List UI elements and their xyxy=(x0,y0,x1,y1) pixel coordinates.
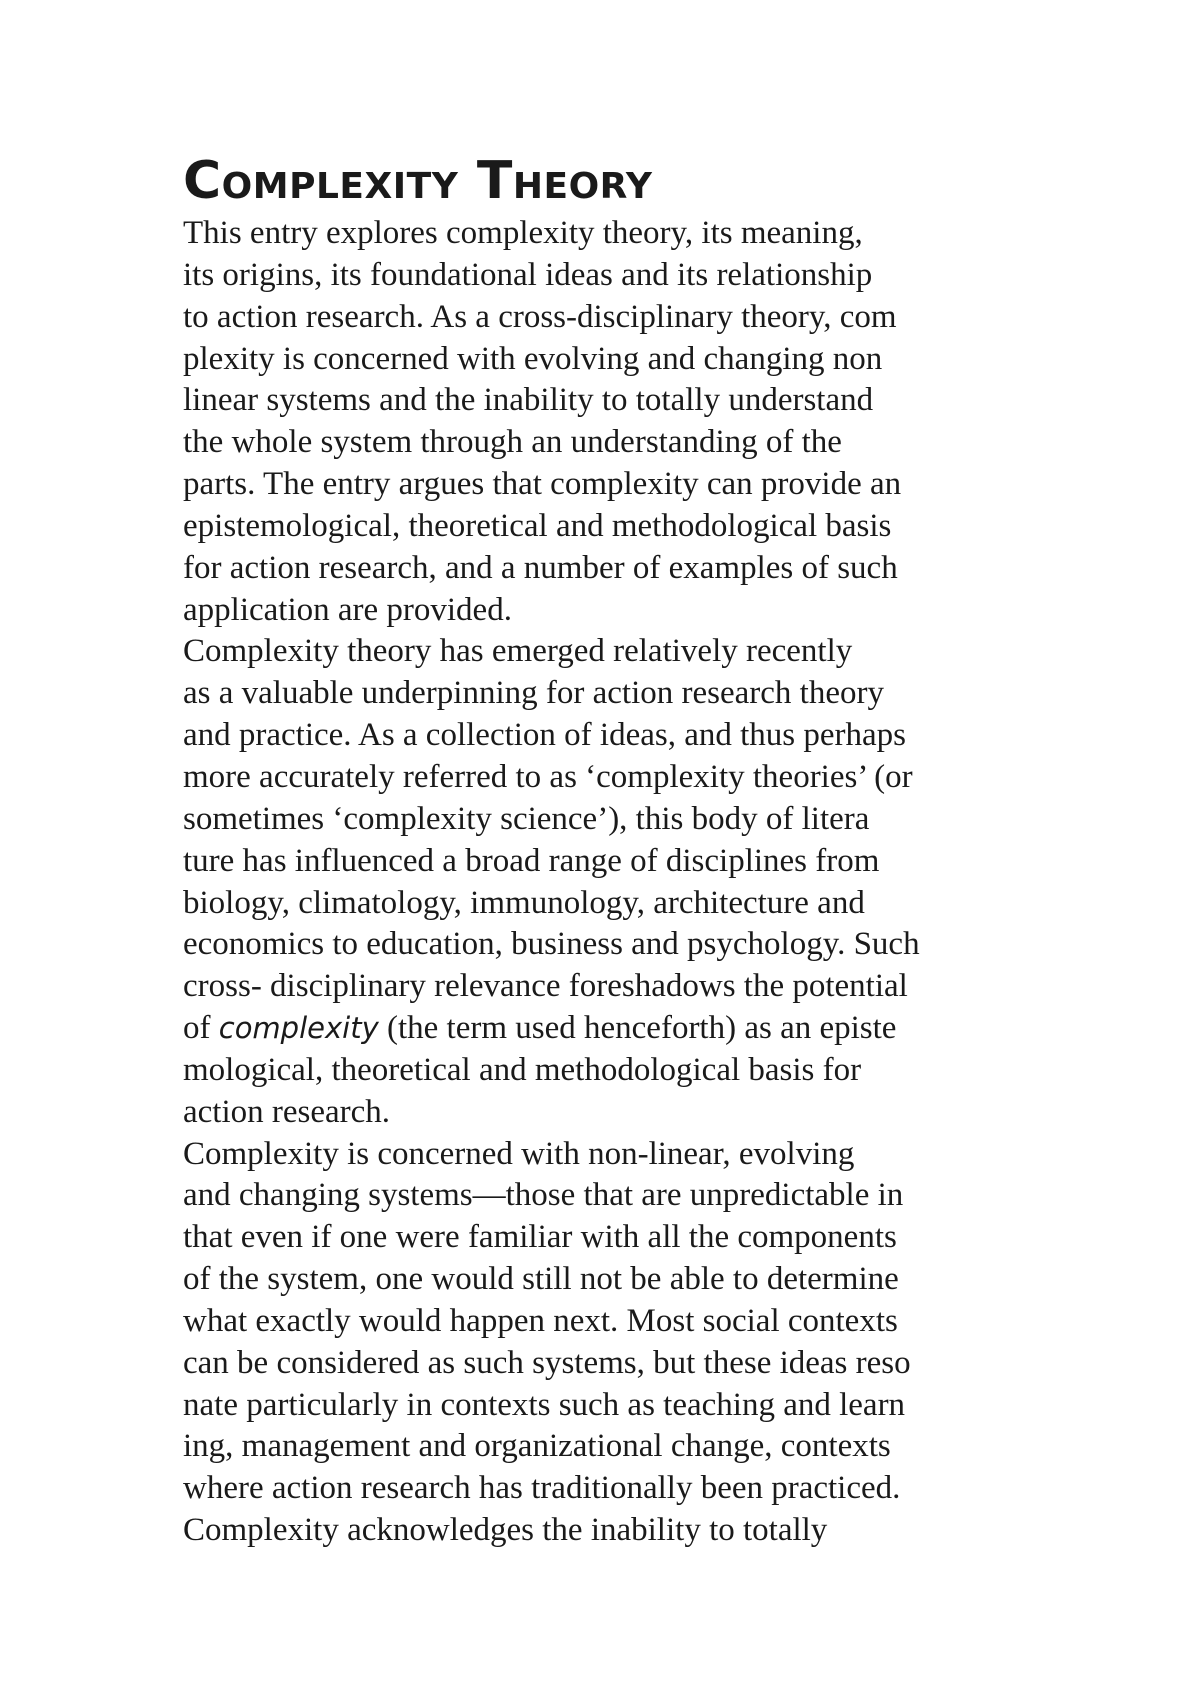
text-line: nate particularly in contexts such as teaching and learn xyxy=(183,1386,906,1423)
text-line: biology, climatology, immunology, architecture and xyxy=(183,884,865,921)
text-line: This entry explores complexity theory, its meaning, xyxy=(183,215,863,251)
text-line: can be considered as such systems, but these ideas reso xyxy=(183,1344,911,1381)
text-line: application are provided. xyxy=(183,591,512,628)
text-line: the whole system through an understanding of the xyxy=(183,424,842,461)
text-line: for action research, and a number of examples of such xyxy=(183,549,898,586)
text-line: parts. The entry argues that complexity can provide an xyxy=(183,466,902,503)
text-line: more accurately referred to as ‘complexity theories’ (or xyxy=(183,758,913,795)
text-line: ture has influenced a broad range of disciplines from xyxy=(183,842,880,879)
paragraph-definition xyxy=(183,1134,1063,1511)
text-line: cross- disciplinary relevance foreshadows the potential xyxy=(183,968,908,1005)
text-line: as a valuable underpinning for action research theory xyxy=(183,675,884,712)
text-line: where action research has traditionally been practiced. xyxy=(183,1470,901,1507)
text-line: action research. xyxy=(183,1093,391,1130)
text-line: linear systems and the inability to totally understand xyxy=(183,382,874,419)
text-fragment: (the term used henceforth) as an episte xyxy=(378,1010,897,1047)
text-fragment: of xyxy=(183,1010,219,1047)
text-line: of the system, one would still not be able to determine xyxy=(183,1261,899,1298)
text-line: Complexity theory has emerged relatively recently xyxy=(183,633,853,670)
text-line: and changing systems—those that are unpredictable in xyxy=(183,1177,904,1214)
text-line: and practice. As a collection of ideas, and thus perhaps xyxy=(183,717,907,754)
paragraph-intro xyxy=(183,213,1063,631)
text-line: sometimes ‘complexity science’), this body of litera xyxy=(183,800,870,837)
text-line: ing, management and organizational change, contexts xyxy=(183,1428,891,1465)
paragraph-background xyxy=(183,631,1063,1133)
text-line: mological, theoretical and methodological basis for xyxy=(183,1051,862,1088)
text-line: its origins, its foundational ideas and its relationship xyxy=(183,256,873,293)
text-line: Complexity is concerned with non-linear, evolving xyxy=(183,1135,855,1172)
text-line: to action research. As a cross-disciplinary theory, com xyxy=(183,298,897,335)
entry-title: Complexity Theory xyxy=(183,151,653,211)
text-line-with-term xyxy=(183,1008,1063,1050)
text-line: Complexity acknowledges the inability to totally xyxy=(183,1512,828,1549)
text-line: economics to education, business and psychology. Such xyxy=(183,926,920,963)
text-line: epistemological, theoretical and methodological basis xyxy=(183,507,892,544)
text-line: that even if one were familiar with all the components xyxy=(183,1219,897,1256)
text-line: what exactly would happen next. Most social contexts xyxy=(183,1302,898,1339)
entry-body xyxy=(183,213,1063,1552)
text-line: plexity is concerned with evolving and changing non xyxy=(183,340,883,377)
key-term: complexity xyxy=(218,1011,379,1046)
paragraph-continuation xyxy=(183,1510,1063,1552)
